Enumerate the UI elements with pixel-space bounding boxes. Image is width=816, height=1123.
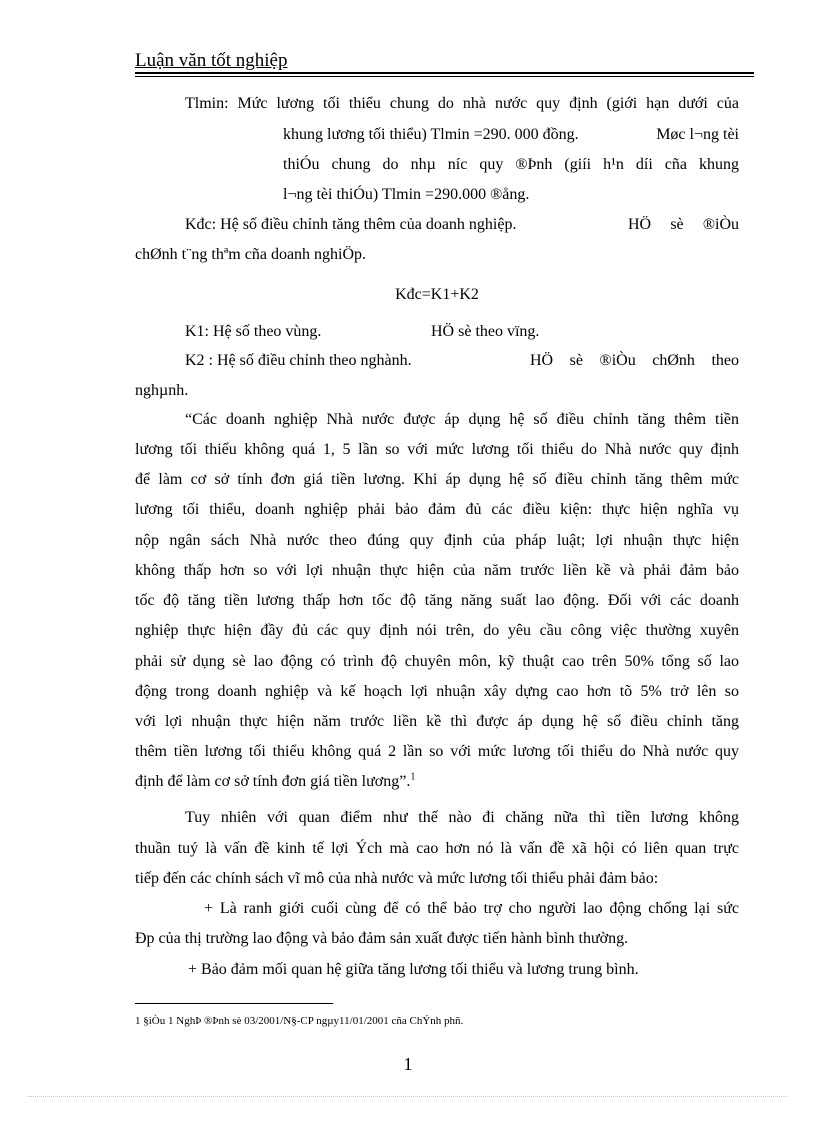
text-line: Ðp của thị trường lao động và bảo đảm sản xuất được tiến hành bình thường. [135, 930, 629, 947]
footnote-ref: 1 [410, 771, 416, 783]
text-line: tiếp đến các chính sách vĩ mô của nhà nước và mức lương tối thiểu phải đảm bảo: [135, 870, 659, 887]
text-line: Tlmin: Mức lương tối thiểu chung do nhà nước quy định (giới hạn dưới của [185, 95, 739, 112]
garbled-segment: Møc l¬ng tèi [656, 126, 739, 143]
text-line: thiÓu chung do nhµ níc quy ®Þnh (giíi h¹n díi cña khung [283, 156, 739, 173]
garbled-segment: HÖ sè ®iÒu [628, 216, 739, 233]
text-line: không thấp hơn so với lợi nhuận thực hiện của năm trước liền kề và phải đảm bảo [135, 562, 739, 579]
bullet-line: + Là ranh giới cuối cùng để có thể bảo trợ cho người lao động chống lại sức [204, 900, 739, 917]
text-line: Tuy nhiên với quan điểm như thế nào đi chăng nữa thì tiền lương không [185, 809, 739, 826]
text-segment: khung lương tối thiểu) Tlmin =290. 000 đồng. [283, 126, 579, 143]
text-segment: Kđc: Hệ số điều chỉnh tăng thêm của doanh nghiệp. [185, 216, 517, 233]
text-line: nộp ngân sách Nhà nước theo đúng quy định của pháp luật; lợi nhuận thực hiện [135, 532, 739, 549]
text-line: tốc độ tăng tiền lương thấp hơn tốc độ tăng năng suất lao động. Đối với các doanh [135, 592, 739, 609]
header-rule-thick [135, 72, 754, 74]
bullet-line: + Bảo đảm mối quan hệ giữa tăng lương tối thiểu và lương trung bình. [188, 961, 639, 978]
text-line [185, 351, 739, 371]
text-line: l¬ng tèi thiÓu) Tlmin =290.000 ®ång. [283, 186, 530, 203]
page-number: 1 [403, 1054, 413, 1074]
header-rule-thin [135, 76, 754, 77]
text-line: để làm cơ sở tính đơn giá tiền lương. Khi áp dụng hệ số điều chỉnh tăng thêm mức [135, 471, 739, 488]
text-line [185, 322, 739, 342]
text-line [135, 772, 415, 792]
text-line: thêm tiền lương tối thiểu không quá 2 lần so với mức lương tối thiểu do Nhà nước quy [135, 743, 739, 760]
formula: Kđc=K1+K2 [395, 286, 479, 303]
text-line: nghiệp thực hiện đầy đủ các quy định nói trên, do yêu cầu công việc thường xuyên [135, 622, 739, 639]
text-line: lương tối thiểu, doanh nghiệp phải bảo đảm đủ các điều kiện: thực hiện nghĩa vụ [135, 501, 739, 518]
text-line: động trong doanh nghiệp và kế hoạch lợi nhuận xây dựng cao hơn tõ 5% trở lên so [135, 683, 739, 700]
text-segment: định để làm cơ sở tính đơn giá tiền lương”. [135, 773, 411, 790]
text-line: chØnh t¨ng thªm cña doanh nghiÖp. [135, 246, 367, 263]
text-line [185, 215, 739, 235]
page-boundary [28, 1096, 788, 1097]
text-line [283, 125, 739, 145]
text-line: nghµnh. [135, 382, 189, 399]
footnote: 1 §iÒu 1 NghÞ ®Þnh sè 03/2001/N§-CP ngµy11/01/2001 cña ChÝnh phñ. [135, 1015, 464, 1027]
page-header [135, 50, 754, 72]
text-segment: K2 : Hệ số điều chỉnh theo nghành. [185, 352, 412, 369]
text-segment: K1: Hệ số theo vùng. [185, 323, 322, 340]
garbled-segment: HÖ sè ®iÒu chØnh theo [530, 352, 739, 369]
text-line: phải sử dụng sè lao động có trình độ chuyên môn, kỹ thuật cao trên 50% tổng số lao [135, 653, 739, 670]
text-line: thuần tuý là vấn đề kinh tế lợi Ých mà cao hơn nó là vấn đề xã hội có liên quan trực [135, 840, 739, 857]
text-line: “Các doanh nghiệp Nhà nước được áp dụng hệ số điều chỉnh tăng thêm tiền [185, 411, 739, 428]
header-title: Luận văn tốt nghiệp [135, 50, 288, 71]
text-line: lương tối thiểu không quá 1, 5 lần so với mức lương tối thiểu do Nhà nước quy định [135, 441, 739, 458]
text-line: với lợi nhuận thực hiện năm trước liền kề thì được áp dụng hệ số điều chỉnh tăng [135, 713, 739, 730]
footnote-separator [135, 1003, 333, 1004]
garbled-segment: HÖ sè theo vïng. [431, 323, 540, 340]
